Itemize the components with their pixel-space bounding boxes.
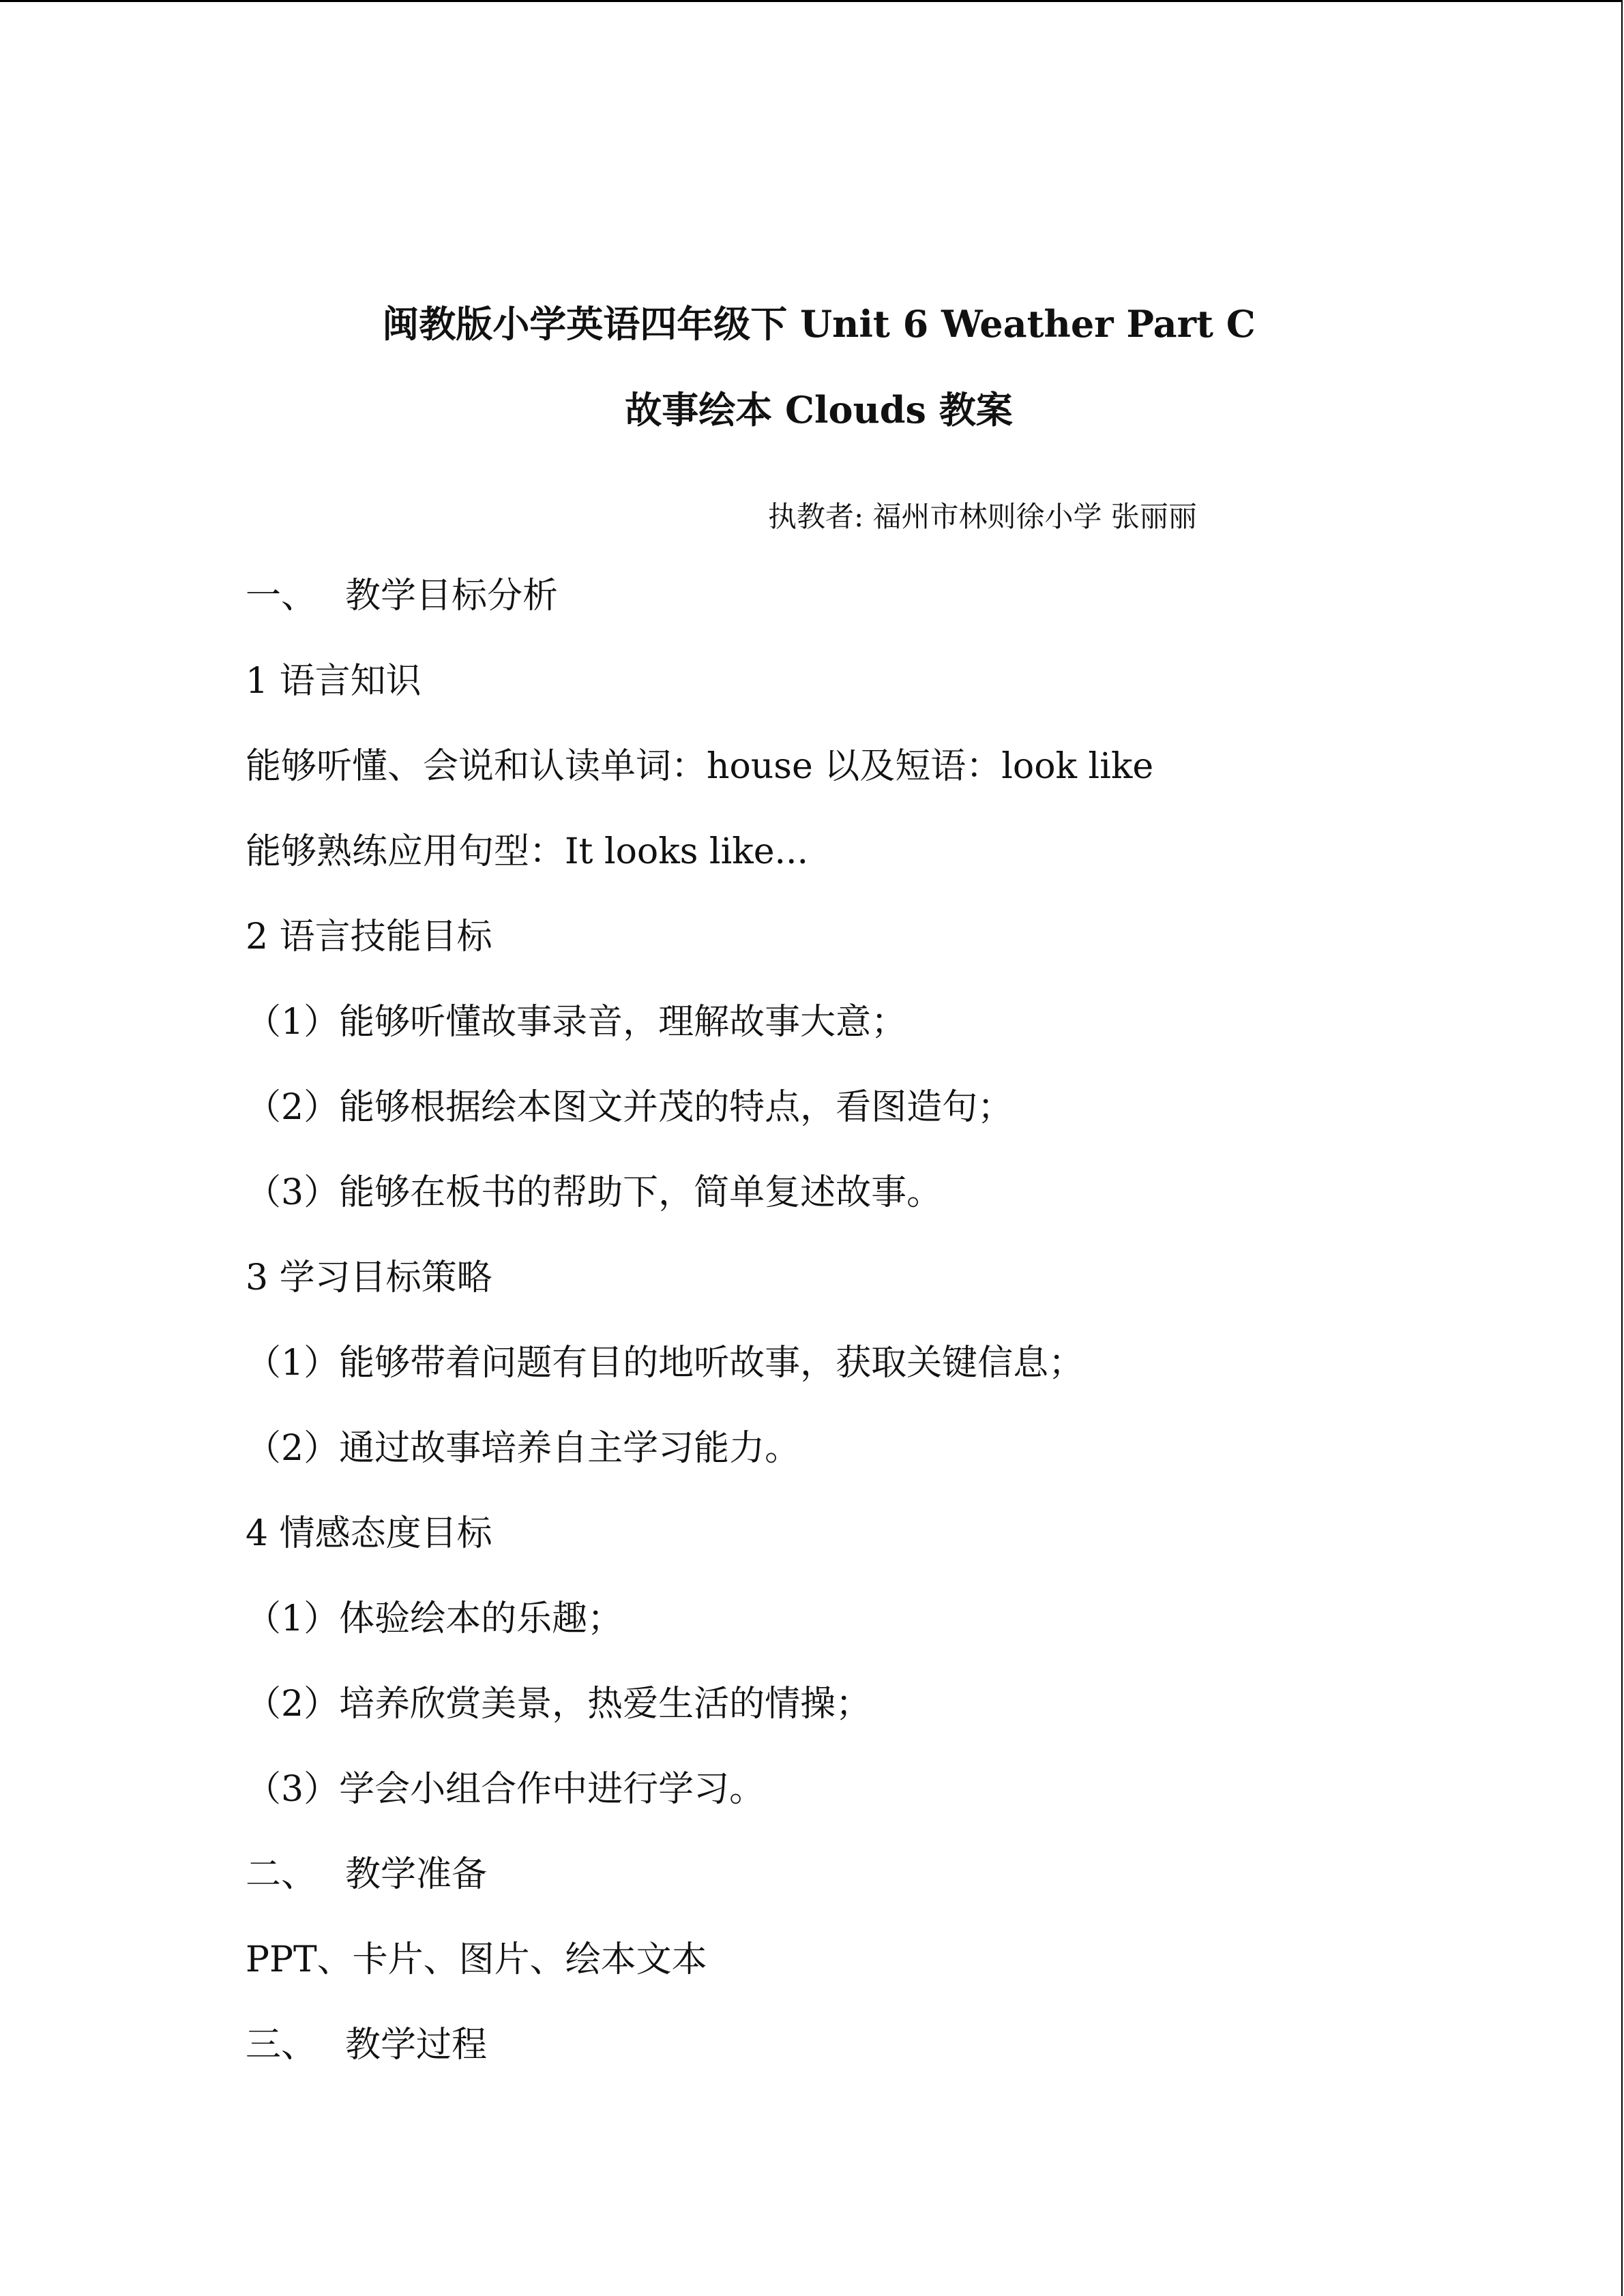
section-number: 三、 [246, 2025, 317, 2066]
section-number: 二、 [246, 1854, 317, 1895]
list-item: （3）学会小组合作中进行学习。 [246, 1769, 765, 1810]
subheading-emotional-goals: 4 情感态度目标 [246, 1513, 492, 1554]
subheading-language-skills: 2 语言技能目标 [246, 916, 492, 957]
section-heading-process [246, 2003, 1473, 2088]
section-heading-objectives [246, 554, 1473, 639]
section-title: 教学过程 [345, 2025, 488, 2066]
document-title-line2: 故事绘本 Clouds 教案 [625, 388, 1013, 432]
paragraph-line: 能够熟练应用句型：It looks like... [246, 831, 809, 872]
section-title: 教学目标分析 [345, 576, 559, 616]
paragraph-line: 能够听懂、会说和认读单词：house 以及短语：look like [246, 746, 1154, 787]
author-credit: 执教者: 福州市林则徐小学 张丽丽 [768, 500, 1197, 533]
document-title-line1: 闽教版小学英语四年级下 Unit 6 Weather Part C [382, 302, 1256, 346]
list-item: （1）能够听懂故事录音，理解故事大意； [246, 1002, 907, 1043]
subheading-learning-strategies: 3 学习目标策略 [246, 1257, 492, 1298]
section-number: 一、 [246, 576, 317, 616]
paragraph-line: PPT、卡片、图片、绘本文本 [246, 1939, 707, 1980]
section-title: 教学准备 [345, 1854, 488, 1895]
subheading-language-knowledge: 1 语言知识 [246, 661, 422, 702]
list-item: （1）体验绘本的乐趣； [246, 1598, 623, 1639]
list-item: （2）能够根据绘本图文并茂的特点，看图造句； [246, 1087, 1014, 1128]
section-heading-preparation [246, 1832, 1473, 1918]
list-item: （3）能够在板书的帮助下，简单复述故事。 [246, 1172, 943, 1213]
list-item: （2）培养欣赏美景，热爱生活的情操； [246, 1684, 872, 1725]
list-item: （1）能够带着问题有目的地听故事，获取关键信息； [246, 1343, 1084, 1384]
list-item: （2）通过故事培养自主学习能力。 [246, 1428, 801, 1469]
document-body [246, 554, 1473, 2088]
